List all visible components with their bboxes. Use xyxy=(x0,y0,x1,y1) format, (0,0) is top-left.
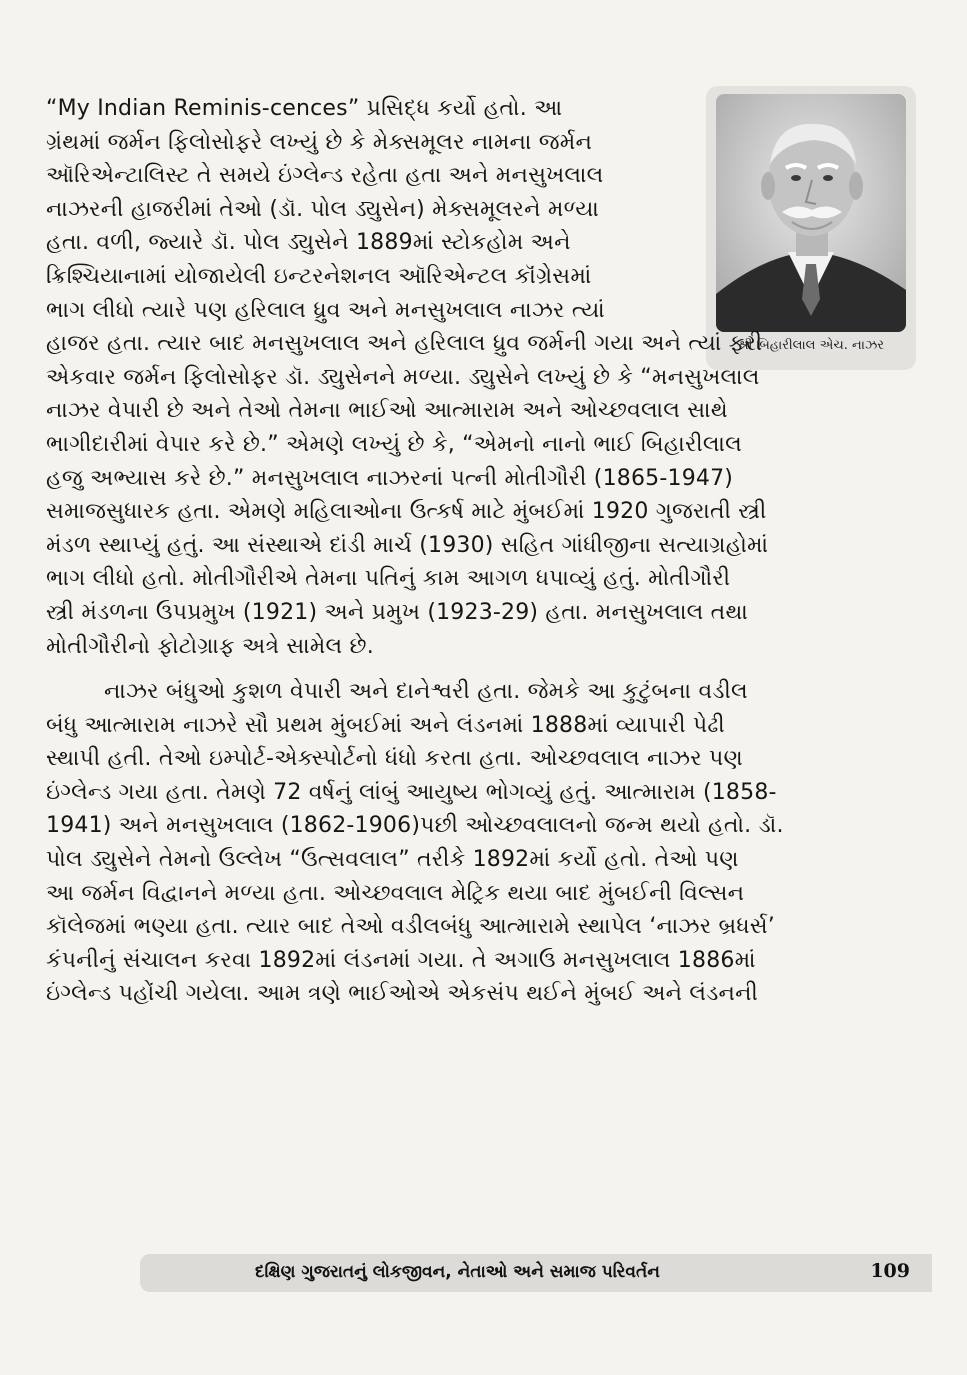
page-footer xyxy=(140,1254,932,1292)
text-line: એકવાર જર્મન ફિલોસોફર ડૉ. ડ્યુસેનને મળ્યા. ડ્યુસેને લખ્યું છે કે “મનસુખલાલ xyxy=(46,364,760,390)
body-text xyxy=(46,92,922,1011)
text-line: ભાગીદારીમાં વેપાર કરે છે.” એમણે લખ્યું છે કે, “એમનો નાનો ભાઈ બિહારીલાલ xyxy=(46,431,742,457)
paragraph-start-line: નાઝર બંધુઓ કુશળ વેપારી અને દાનેશ્વરી હતા. જેમકે આ કુટુંબના વડીલ xyxy=(104,679,748,705)
text-line: સ્ત્રી મંડળના ઉપપ્રમુખ (1921) અને પ્રમુખ (1923-29) હતા. મનસુખલાલ તથા xyxy=(46,599,748,625)
text-line: મોતીગૌરીનો ફોટોગ્રાફ અત્રે સામેલ છે. xyxy=(46,633,374,659)
text-line: મંડળ સ્થાપ્યું હતું. આ સંસ્થાએ દાંડી માર્ચ (1930) સહિત ગાંધીજીના સત્યાગ્રહોમાં xyxy=(46,532,769,558)
text-line: નાઝર વેપારી છે અને તેઓ તેમના ભાઈઓ આત્મારામ અને ઓચ્છવલાલ સાથે xyxy=(46,398,728,424)
text-line: કૉલેજમાં ભણ્યા હતા. ત્યાર બાદ તેઓ વડીલબંધુ આત્મારામે સ્થાપેલ ‘નાઝર બ્રધર્સ’ xyxy=(46,914,775,940)
text-line: કંપનીનું સંચાલન કરવા 1892માં લંડનમાં ગયા. તે અગાઉ મનસુખલાલ 1886માં xyxy=(46,947,756,973)
text-line: હાજર હતા. ત્યાર બાદ મનસુખલાલ અને હરિલાલ ધ્રુવ જર્મની ગયા અને ત્યાં ફરી xyxy=(46,331,763,357)
text-line: સમાજસુધારક હતા. એમણે મહિલાઓના ઉત્કર્ષ માટે મુંબઈમાં 1920 ગુજરાતી સ્ત્રી xyxy=(46,499,767,525)
text-line: ક્રિશ્ચિયાનામાં યોજાયેલી ઇન્ટરનેશનલ ઑરિએન્ટલ કૉંગ્રેસમાં xyxy=(46,263,592,289)
text-line: બંધુ આત્મારામ નાઝરે સૌ પ્રથમ મુંબઈમાં અને લંડનમાં 1888માં વ્યાપારી પેઢી xyxy=(46,712,725,738)
text-line: ભાગ લીધો ત્યારે પણ હરિલાલ ધ્રુવ અને મનસુખલાલ નાઝર ત્યાં xyxy=(46,297,605,323)
text-line: ઇંગ્લેન્ડ ગયા હતા. તેમણે 72 વર્ષનું લાંબું આયુષ્ય ભોગવ્યું હતું. આત્મારામ (1858- xyxy=(46,779,777,805)
portrait-caption: શ્રી બિહારીલાલ એચ. નાઝર xyxy=(737,338,885,353)
text-line: ઑરિએન્ટાલિસ્ટ તે સમયે ઇંગ્લેન્ડ રહેતા હતા અને મનસુખલાલ xyxy=(46,163,604,189)
text-line: “My Indian Reminis-cences” પ્રસિદ્ધ કર્યો હતો. આ xyxy=(46,96,563,121)
text-line: ભાગ લીધો હતો. મોતીગૌરીએ તેમના પતિનું કામ આગળ ધપાવ્યું હતું. મોતીગૌરી xyxy=(46,566,731,592)
footer-book-title: દક્ષિણ ગુજરાતનું લોકજીવન, નેતાઓ અને સમાજ પરિવર્તન xyxy=(255,1262,660,1282)
text-line: નાઝરની હાજરીમાં તેઓ (ડૉ. પોલ ડ્યુસેન) મેક્સમૂલરને મળ્યા xyxy=(46,196,599,222)
text-line: ઇંગ્લેન્ડ પહોંચી ગયેલા. આમ ત્રણે ભાઈઓએ એકસંપ થઈને મુંબઈ અને લંડનની xyxy=(46,981,759,1007)
text-line: હતા. વળી, જ્યારે ડૉ. પોલ ડ્યુસેને 1889માં સ્ટોકહોમ અને xyxy=(46,230,571,256)
text-line: આ જર્મન વિદ્વાનને મળ્યા હતા. ઓચ્છવલાલ મેટ્રિક થયા બાદ મુંબઈની વિલ્સન xyxy=(46,880,745,906)
text-line: હજુ અભ્યાસ કરે છે.” મનસુખલાલ નાઝરનાં પત્ની મોતીગૌરી (1865-1947) xyxy=(46,465,734,491)
text-line: ગ્રંથમાં જર્મન ફિલોસોફરે લખ્યું છે કે મેક્સમૂલર નામના જર્મન xyxy=(46,129,593,155)
text-line: સ્થાપી હતી. તેઓ ઇમ્પોર્ટ-એક્સ્પોર્ટનો ધંધો કરતા હતા. ઓચ્છવલાલ નાઝર પણ xyxy=(46,746,743,772)
text-line: પોલ ડ્યુસેને તેમનો ઉલ્લેખ “ઉત્સવલાલ” તરીકે 1892માં કર્યો હતો. તેઓ પણ xyxy=(46,847,739,873)
text-line: 1941) અને મનસુખલાલ (1862-1906)પછી ઓચ્છવલાલનો જન્મ થયો હતો. ડૉ. xyxy=(46,813,784,839)
page-number: 109 xyxy=(870,1260,910,1282)
